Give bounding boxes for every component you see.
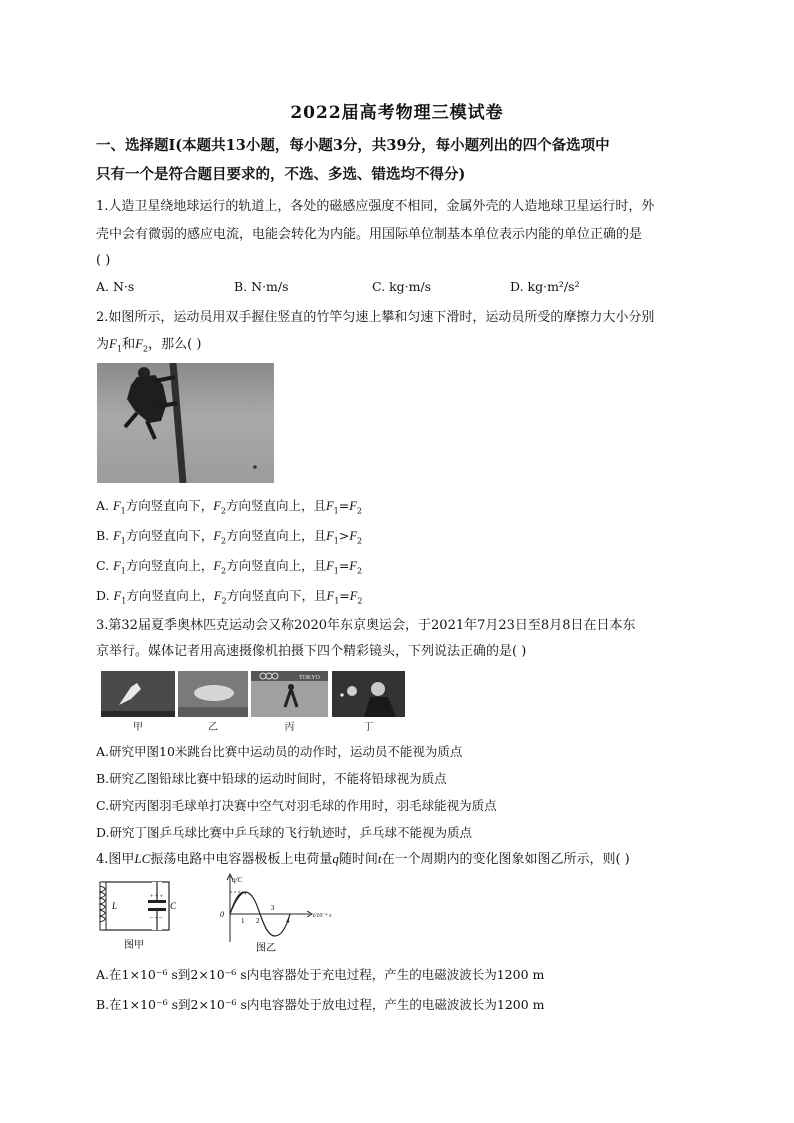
section-heading [96,131,706,189]
graph-origin: 0 [220,910,224,919]
charge-time-graph [212,872,342,954]
q1-stem-line1: 1.人造卫星绕地球运行的轨道上，各处的磁感应强度不相同，金属外壳的人造地球卫星运行时，外 [96,199,655,214]
graph-tick-1: 1 [241,917,245,925]
badminton-figure [251,671,328,717]
graph-tick-2: 2 [256,917,260,925]
q3-option-c[interactable]: C.研究丙图羽毛球单打决赛中空气对羽毛球的作用时，羽毛球能视为质点 [96,798,497,813]
q3-option-a[interactable]: A.研究甲图10米跳台比赛中运动员的动作时，运动员不能视为质点 [96,744,463,759]
q2-option-b[interactable]: B. $F_1$方向竖直向下，$F_2$方向竖直向上，且$F_1>F_2$ [96,528,363,546]
q1-stem-line3: ( ) [96,253,111,268]
graph-tick-4: 4 [286,917,290,925]
q3-caption-ding: 丁 [363,722,374,733]
diver-figure [101,671,175,717]
q3-stem-line1: 3.第32届夏季奥林匹克运动会又称2020年东京奥运会，于2021年7月23日至8月8日在日本东 [96,618,636,633]
fig2-caption: 图乙 [256,943,276,954]
q2-stem-line1: 2.如图所示，运动员用双手握住竖直的竹竿匀速上攀和匀速下滑时，运动员所受的摩擦力大小分别 [96,310,655,325]
capacitor-label: C [170,901,177,911]
q4-option-b[interactable]: B.在1×10⁻⁶ s到2×10⁻⁶ s内电容器处于放电过程，产生的电磁波波长为1200 m [96,997,545,1012]
section-heading-line2: 只有一个是符合题目要求的，不选、多选、错选均不得分) [96,166,466,183]
q3-photo-jia [101,671,175,717]
fig1-caption: 图甲 [124,940,144,951]
svg-text:– – –: – – – [150,915,162,921]
q3-caption-bing: 丙 [284,722,295,733]
q3-caption-yi: 乙 [208,722,218,733]
q4-stem: 4.图甲LC振荡电路中电容器极板上电荷量q随时间t在一个周期内的变化图象如图乙所示，则( ) [96,851,630,867]
q3-photo-yi [178,671,248,717]
tokyo-text: TOKYO [299,675,320,681]
q3-stem-line2: 京举行。媒体记者用高速摄像机拍摄下四个精彩镜头，下列说法正确的是( ) [96,644,527,659]
q1-option-c[interactable]: C. kg·m/s [372,279,432,294]
q2-option-c[interactable]: C. $F_1$方向竖直向上，$F_2$方向竖直向上，且$F_1=F_2$ [96,558,363,576]
q2-option-d[interactable]: D. $F_1$方向竖直向上，$F_2$方向竖直向下，且$F_1=F_2$ [96,588,363,606]
graph-ylabel: q/C [232,876,243,884]
pingpong-figure [332,671,405,717]
lc-circuit-diagram [96,874,182,952]
graph-xlabel: t/10⁻⁶ s [313,913,332,919]
q2-stem-line2: 为$F_1$和$F_2$，那么( ) [96,336,202,354]
svg-text:+ + +: + + + [150,894,164,900]
q1-option-d[interactable]: D. kg·m²/s² [510,279,580,294]
q1-option-b[interactable]: B. N·m/s [234,279,289,294]
q3-option-b[interactable]: B.研究乙图铅球比赛中铅球的运动时间时，不能将铅球视为质点 [96,771,447,786]
climber-figure [97,363,274,483]
q3-photo-bing [251,671,328,717]
inductor-label: L [112,901,118,911]
q1-stem-line2: 壳中会有微弱的感应电流，电能会转化为内能。用国际单位制基本单位表示内能的单位正确的是 [96,227,643,242]
q3-photo-ding [332,671,405,717]
q4-option-a[interactable]: A.在1×10⁻⁶ s到2×10⁻⁶ s内电容器处于充电过程，产生的电磁波波长为1200 m [96,967,545,982]
q3-caption-jia: 甲 [133,722,143,733]
page-title: 2022届高考物理三模试卷 [290,103,504,123]
q1-option-a[interactable]: A. N·s [96,279,135,294]
q2-climber-photo [97,363,274,483]
shotput-figure [178,671,248,717]
q3-option-d[interactable]: D.研究丁图乒乓球比赛中乒乓球的飞行轨迹时，乒乓球不能视为质点 [96,825,473,840]
section-heading-line1: 一、选择题Ⅰ(本题共13小题，每小题3分，共39分，每小题列出的四个备选项中 [96,137,610,154]
graph-tick-3: 3 [271,904,275,912]
q2-option-a[interactable]: A. $F_1$方向竖直向下，$F_2$方向竖直向上，且$F_1=F_2$ [96,498,362,516]
